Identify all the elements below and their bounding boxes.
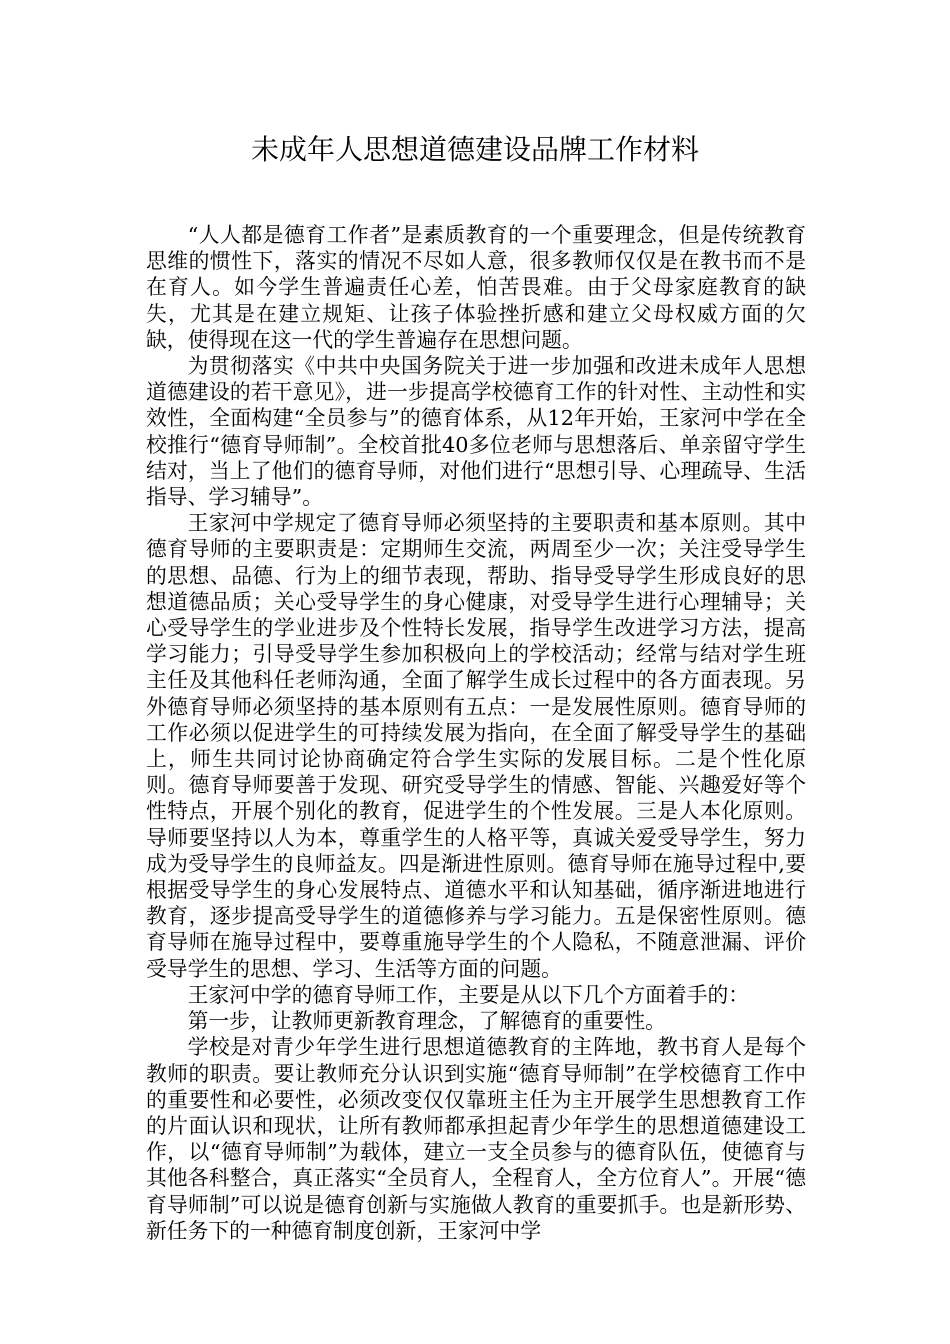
paragraph-1: “人人都是德育工作者”是素质教育的一个重要理念，但是传统教育思维的惯性下，落实的情况不尽如人意，很多教师仅仅是在教书而不是在育人。如今学生普遍责任心差，怕苦畏难。由于父母家庭教育的缺失，尤其是在建立规矩、让孩子体验挫折感和建立父母权威方面的欠缺，使得现在这一代的学生普遍存在思想问题。 bbox=[146, 223, 806, 352]
paragraph-6: 学校是对青少年学生进行思想道德教育的主阵地，教书育人是每个教师的职责。要让教师充分认识到实施“德育导师制”在学校德育工作中的重要性和必要性，必须改变仅仅靠班主任为主开展学生思想教育工作的片面认识和现状，让所有教师都承担起青少年学生的思想道德建设工作，以“德育导师制”为载体，建立一支全员参与的德育队伍，使德育与其他各科整合，真正落实“全员育人，全程育人，全方位育人”。开展“德育导师制”可以说是德育创新与实施做人教育的重要抓手。也是新形势、新任务下的一种德育制度创新，王家河中学 bbox=[146, 1035, 806, 1243]
document-body bbox=[146, 222, 806, 1244]
document-title: 未成年人思想道德建设品牌工作材料 bbox=[250, 133, 699, 166]
paragraph-2: 为贯彻落实《中共中央国务院关于进一步加强和改进未成年人思想道德建设的若干意见》，进一步提高学校德育工作的针对性、主动性和实效性，全面构建“全员参与”的德育体系，从12年开始，王家河中学在全校推行“德育导师制”。全校首批40多位老师与思想落后、单亲留守学生结对，当上了他们的德育导师，对他们进行“思想引导、心理疏导、生活指导、学习辅导”。 bbox=[146, 354, 806, 510]
paragraph-3: 王家河中学规定了德育导师必须坚持的主要职责和基本原则。其中德育导师的主要职责是：定期师生交流，两周至少一次；关注受导学生的思想、品德、行为上的细节表现，帮助、指导受导学生形成良好的思想道德品质；关心受导学生的身心健康，对受导学生进行心理辅导；关心受导学生的学业进步及个性特长发展，指导学生改进学习方法，提高学习能力；引导受导学生参加积极向上的学校活动；经常与结对学生班主任及其他科任老师沟通，全面了解学生成长过程中的各方面表现。另外德育导师必须坚持的基本原则有五点：一是发展性原则。德育导师的工作必须以促进学生的可持续发展为指向，在全面了解受导学生的基础上，师生共同讨论协商确定符合学生实际的发展目标。二是个性化原则。德育导师要善于发现、研究受导学生的情感、智能、兴趣爱好等个性特点，开展个别化的教育，促进学生的个性发展。三是人本化原则。导师要坚持以人为本，尊重学生的人格平等，真诚关爱受导学生，努力成为受导学生的良师益友。四是渐进性原则。德育导师在施导过程中,要根据受导学生的身心发展特点、道德水平和认知基础，循序渐进地进行教育，逐步提高受导学生的道德修养与学习能力。五是保密性原则。德育导师在施导过程中，要尊重施导学生的个人隐私，不随意泄漏、评价受导学生的思想、学习、生活等方面的问题。 bbox=[146, 511, 806, 981]
paragraph-4: 王家河中学的德育导师工作，主要是从以下几个方面着手的： bbox=[187, 982, 750, 1007]
paragraph-5: 第一步，让教师更新教育理念，了解德育的重要性。 bbox=[187, 1009, 666, 1034]
